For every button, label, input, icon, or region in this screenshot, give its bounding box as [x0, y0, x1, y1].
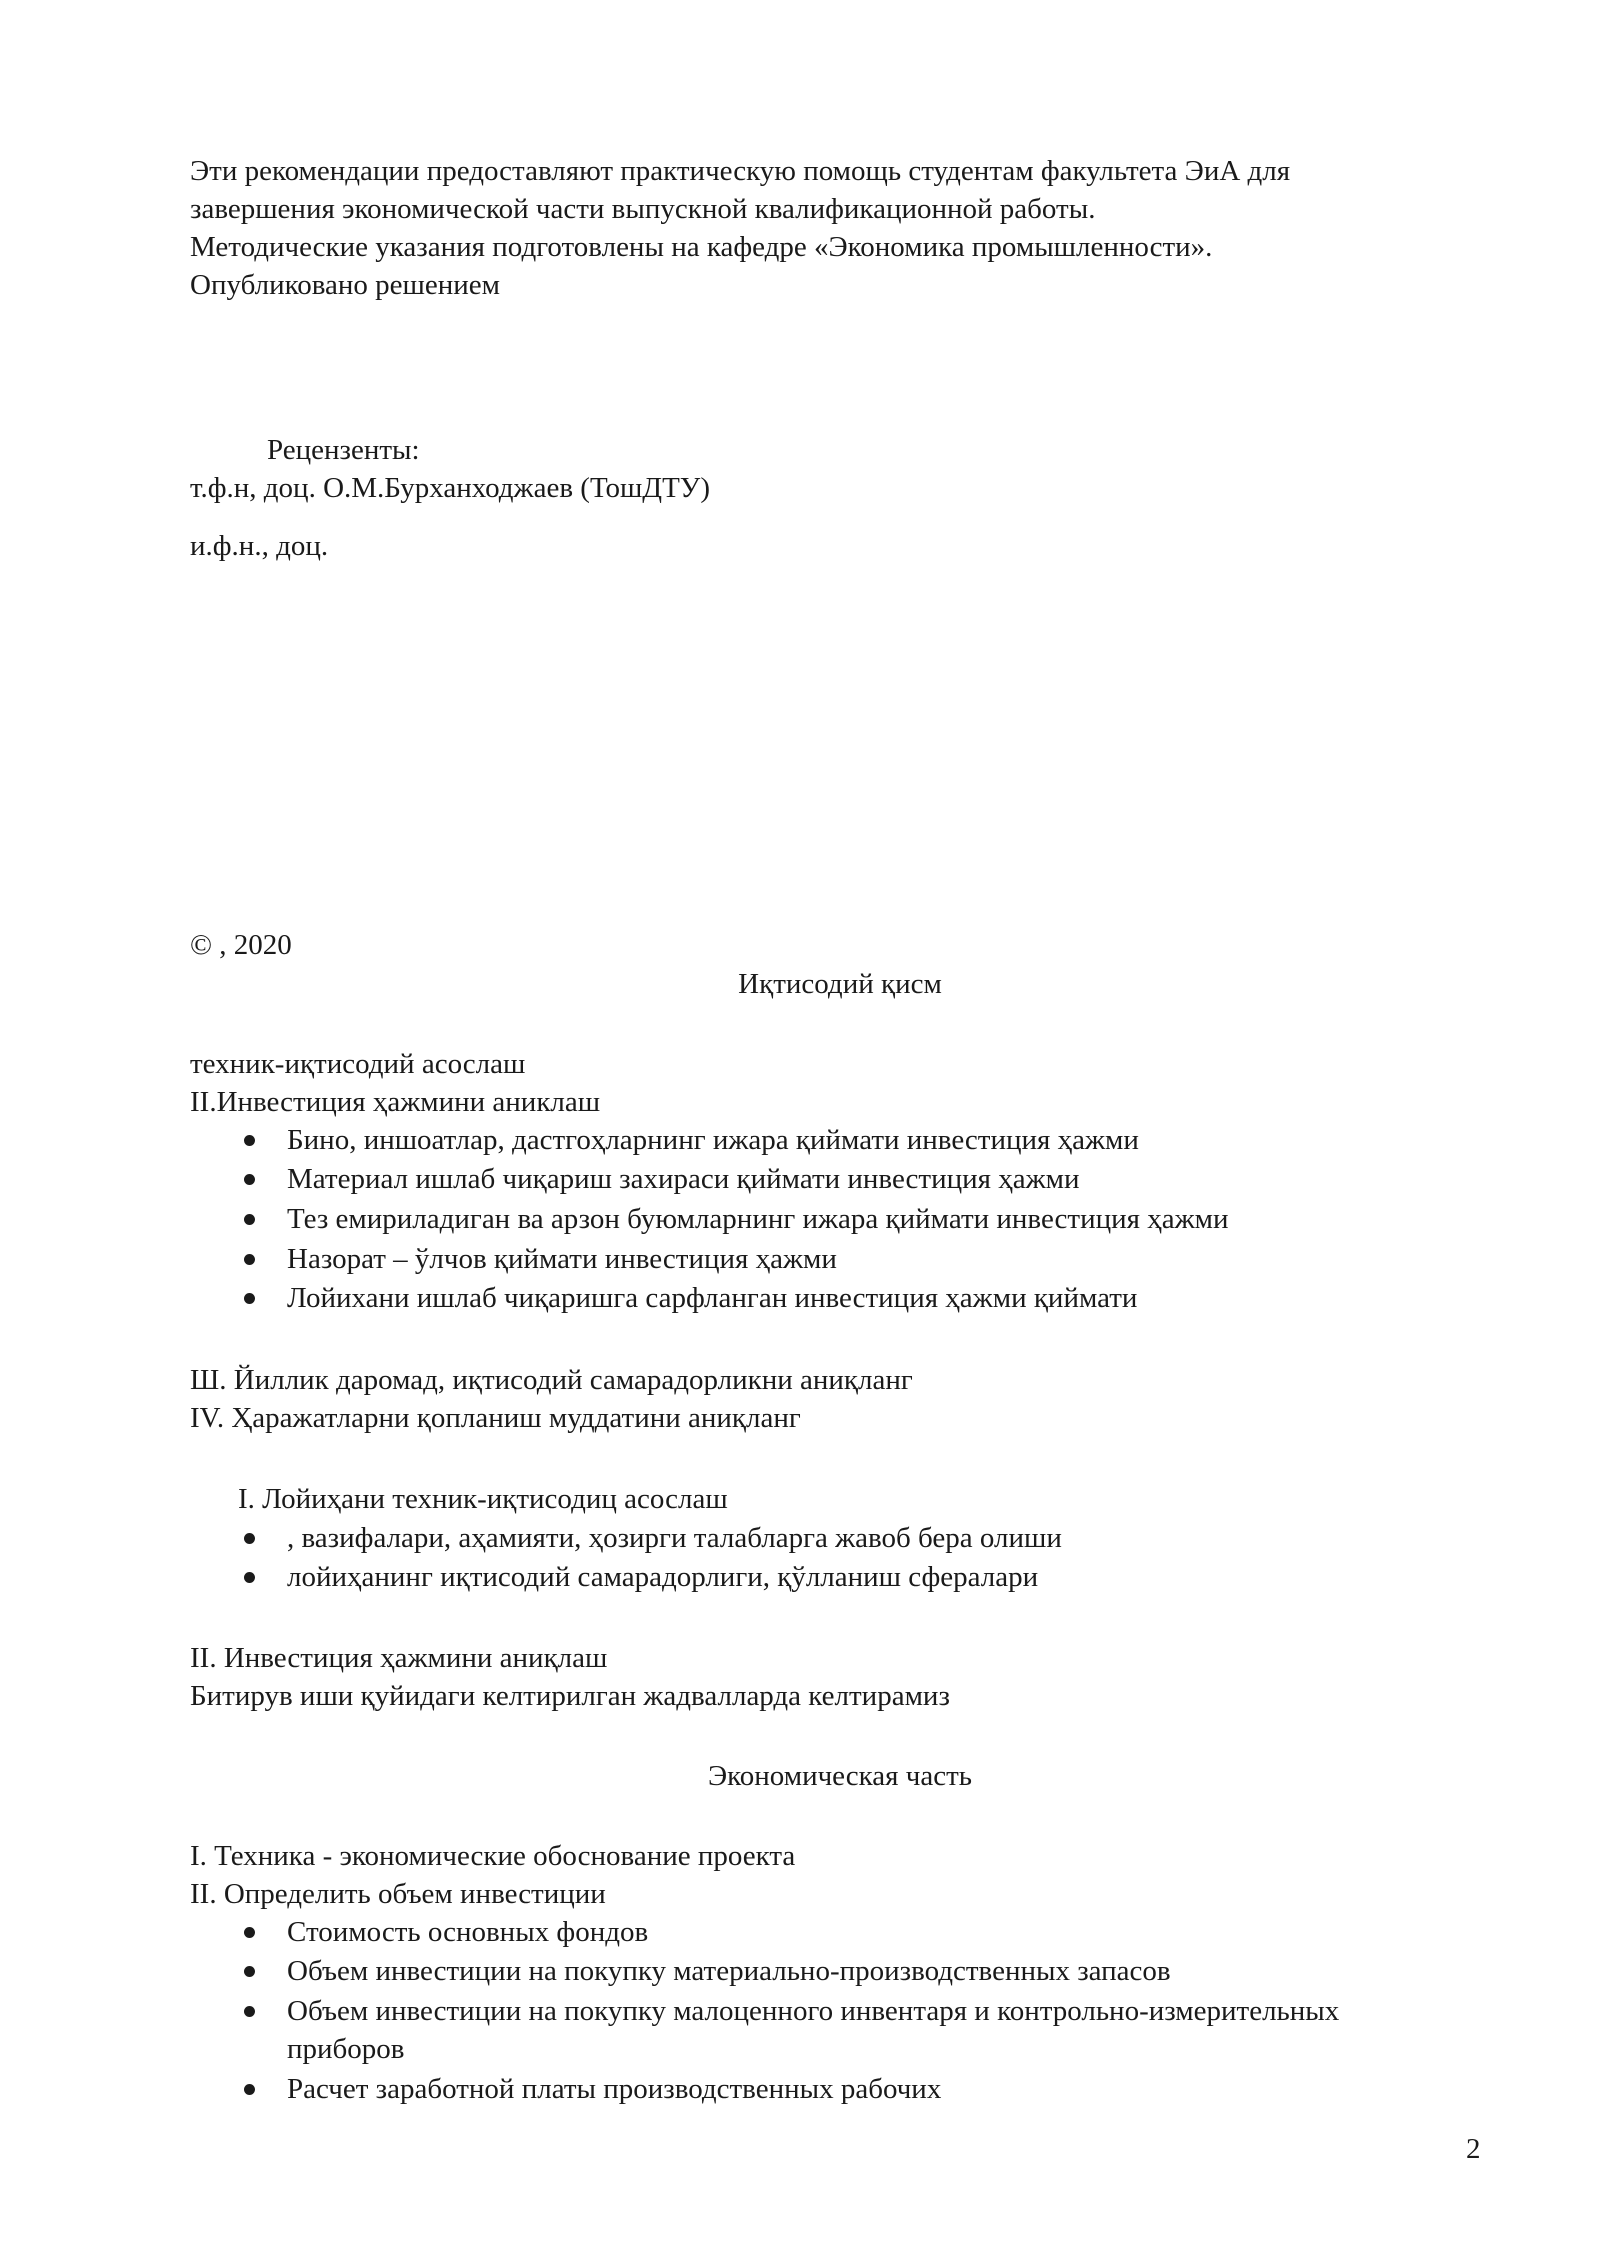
intro-line-2: завершения экономической части выпускной квалификационной работы. — [190, 193, 1096, 225]
uz-sub-heading: I. Лойиҳани техник-иқтисодиц асослаш — [238, 1483, 728, 1515]
list-item-text: Бино, иншоатлар, дастгоҳларнинг ижара қиймати инвестиция ҳажми — [287, 1124, 1139, 1156]
bullet-icon — [244, 1533, 255, 1544]
intro-line-1: Эти рекомендации предоставляют практическую помощь студентам факультета ЭиА для — [190, 155, 1291, 187]
reviewer-1: т.ф.н, доц. О.М.Бурханходжаев (ТошДТУ) — [190, 472, 710, 504]
bullet-icon — [244, 2084, 255, 2095]
bullet-icon — [244, 1293, 255, 1304]
uz-line-6: Битирув иши қуйидаги келтирилган жадвалларда келтирамиз — [190, 1680, 950, 1712]
list-item-text-continued: приборов — [287, 2033, 405, 2065]
bullet-icon — [244, 1927, 255, 1938]
intro-line-3: Методические указания подготовлены на кафедре «Экономика промышленности». — [190, 231, 1213, 263]
uz-line-1: техник-иқтисодий асослаш — [190, 1048, 526, 1080]
list-item-text: Лойихани ишлаб чиқаришга сарфланган инвестиция ҳажми қиймати — [287, 1282, 1138, 1314]
ru-line-2: II. Определить объем инвестиции — [190, 1878, 606, 1910]
bullet-icon — [244, 1174, 255, 1185]
list-item-text: Объем инвестиции на покупку малоценного инвентаря и контрольно-измерительных — [287, 1995, 1340, 2027]
ru-line-1: I. Техника - экономические обоснование проекта — [190, 1840, 796, 1872]
list-item-text: Стоимость основных фондов — [287, 1916, 649, 1948]
list-item-text: лойиҳанинг иқтисодий самарадорлиги, қўлланиш сфералари — [287, 1561, 1039, 1593]
uz-line-5: II. Инвестиция ҳажмини аниқлаш — [190, 1642, 608, 1674]
bullet-icon — [244, 2006, 255, 2017]
uz-line-2: II.Инвестиция ҳажмини аниклаш — [190, 1086, 601, 1118]
list-item-text: Назорат – ўлчов қиймати инвестиция ҳажми — [287, 1243, 837, 1275]
list-item-text: Материал ишлаб чиқариш захираси қиймати инвестиция ҳажми — [287, 1163, 1080, 1195]
uz-section-title: Иқтисодий қисм — [738, 968, 942, 1000]
list-item-text: Объем инвестиции на покупку материально-производственных запасов — [287, 1955, 1171, 1987]
copyright: © , 2020 — [190, 929, 292, 961]
bullet-icon — [244, 1214, 255, 1225]
uz-line-3: Ш. Йиллик даромад, иқтисодий самарадорликни аниқланг — [190, 1364, 913, 1396]
bullet-icon — [244, 1966, 255, 1977]
bullet-icon — [244, 1572, 255, 1583]
intro-line-4: Опубликовано решением — [190, 269, 501, 301]
uz-line-4: IV. Ҳаражатларни қопланиш муддатини аниқланг — [190, 1402, 801, 1434]
list-item-text: , вазифалари, аҳамияти, ҳозирги талабларга жавоб бера олиши — [287, 1522, 1062, 1554]
list-item-text: Расчет заработной платы производственных рабочих — [287, 2073, 942, 2105]
bullet-icon — [244, 1135, 255, 1146]
bullet-icon — [244, 1254, 255, 1265]
ru-section-title: Экономическая часть — [708, 1760, 972, 1792]
page-number: 2 — [1466, 2133, 1481, 2165]
reviewer-2: и.ф.н., доц. — [190, 530, 329, 562]
reviewers-heading: Рецензенты: — [267, 434, 420, 466]
list-item-text: Тез емириладиган ва арзон буюмларнинг ижара қиймати инвестиция ҳажми — [287, 1203, 1229, 1235]
